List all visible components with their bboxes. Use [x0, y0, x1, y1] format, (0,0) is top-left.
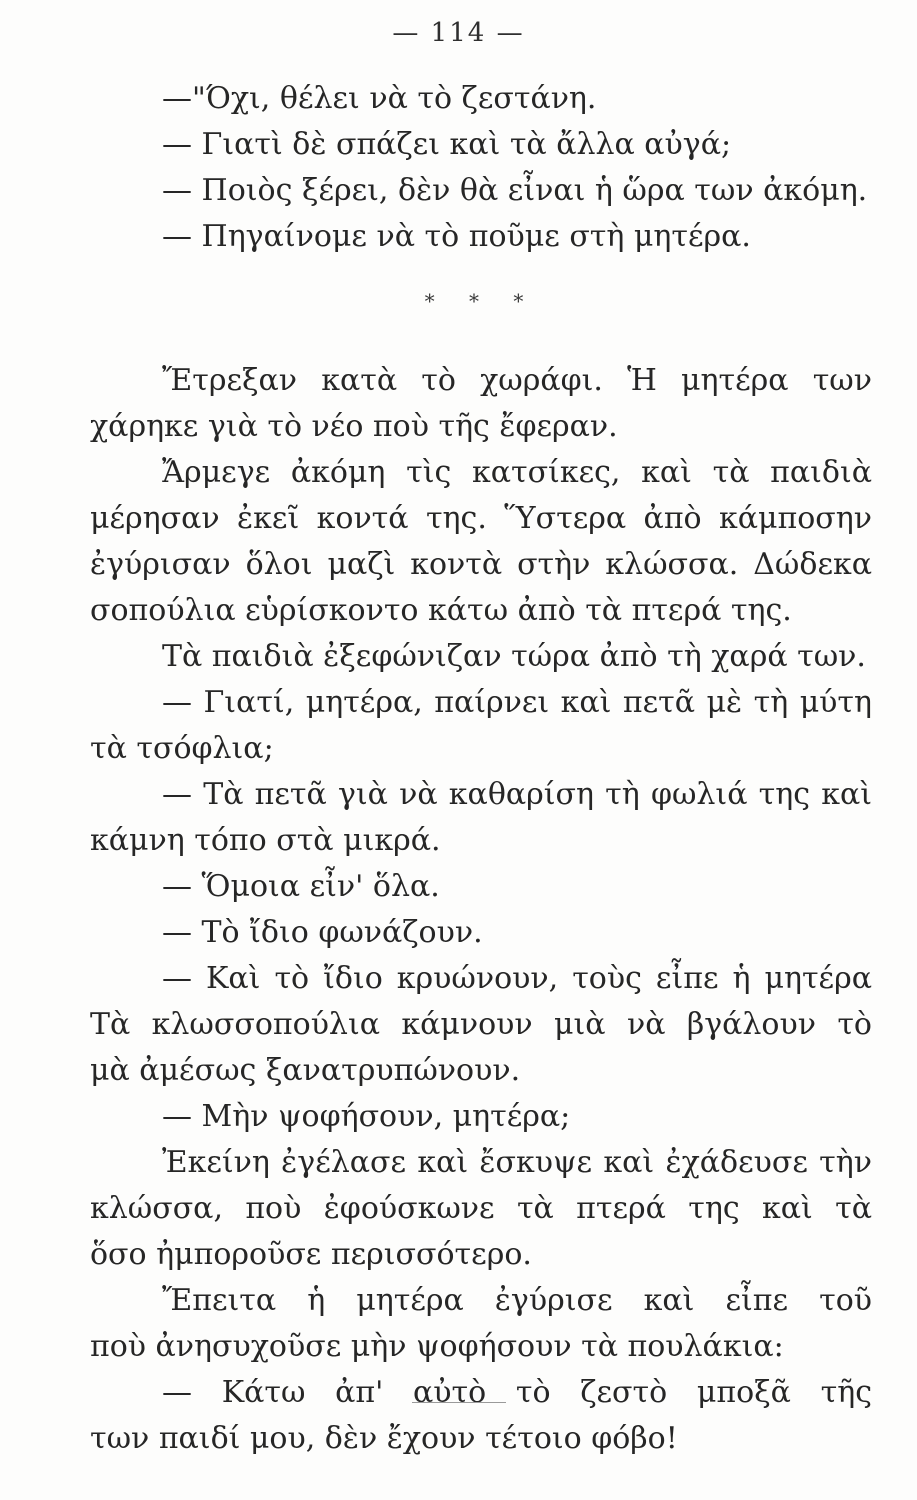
text-line: Ἄρμεγε ἀκόμη τὶς κατσίκες, καὶ τὰ παιδιὰ: [162, 455, 872, 490]
page-text: [90, 76, 872, 1462]
text-line: τὰ τσόφλια;: [90, 731, 274, 766]
end-rule: [412, 1402, 506, 1403]
text-line: μὰ ἀμέσως ξανατρυπώνουν.: [90, 1053, 521, 1088]
spacer: [90, 328, 872, 358]
text-line: Ἐκείνη ἐγέλασε καὶ ἔσκυψε καὶ ἐχάδευσε τὴν: [162, 1145, 872, 1180]
text-line: Τὰ κλωσσοπούλια κάμνουν μιὰ νὰ βγάλουν τὸ: [90, 1007, 872, 1042]
text-line: μέρησαν ἐκεῖ κοντά της. Ὕστερα ἀπὸ κάμποσην: [90, 501, 872, 536]
text-line: — Ποιὸς ξέρει, δὲν θὰ εἶναι ἡ ὥρα των ἀκόμη.: [162, 173, 868, 208]
text-line: Ἔπειτα ἡ μητέρα ἐγύρισε καὶ εἶπε τοῦ: [162, 1283, 872, 1318]
text-line: ὅσο ἠμποροῦσε περισσότερο.: [90, 1237, 532, 1272]
text-line: Ἔτρεξαν κατὰ τὸ χωράφι. Ἡ μητέρα των: [162, 363, 872, 398]
text-line: — Κάτω ἀπ' αὐτὸ τὸ ζεστὸ μποξᾶ τῆς: [162, 1375, 872, 1410]
text-line: των παιδί μου, δὲν ἔχουν τέτοιο φόβο!: [90, 1421, 678, 1456]
text-line: ποὺ ἀνησυχοῦσε μὴν ψοφήσουν τὰ πουλάκια:: [90, 1329, 784, 1364]
text-line: — Γιατί, μητέρα, παίρνει καὶ πετᾶ μὲ τὴ μύτη: [162, 685, 872, 720]
text-line: σοπούλια εὑρίσκοντο κάτω ἀπὸ τὰ πτερά της.: [90, 593, 792, 628]
text-line: — Πηγαίνομε νὰ τὸ ποῦμε στὴ μητέρα.: [162, 219, 751, 254]
section-separator: * * *: [424, 289, 538, 313]
page-number: — 114 —: [392, 18, 525, 48]
text-line: — Γιατὶ δὲ σπάζει καὶ τὰ ἄλλα αὐγά;: [162, 127, 732, 162]
text-line: — Ὅμοια εἶν' ὅλα.: [162, 869, 440, 904]
text-line: —"Όχι, θέλει νὰ τὸ ζεστάνη.: [162, 81, 597, 116]
text-line: — Μὴν ψοφήσουν, μητέρα;: [162, 1099, 571, 1134]
text-line: — Τὸ ἴδιο φωνάζουν.: [162, 915, 483, 950]
text-line: Τὰ παιδιὰ ἐξεφώνιζαν τώρα ἀπὸ τὴ χαρά των.: [162, 639, 866, 674]
text-line: — Τὰ πετᾶ γιὰ νὰ καθαρίση τὴ φωλιά της καὶ: [162, 777, 872, 812]
text-line: — Καὶ τὸ ἴδιο κρυώνουν, τοὺς εἶπε ἡ μητέρα: [162, 961, 872, 996]
text-line: κάμνη τόπο στὰ μικρά.: [90, 823, 441, 858]
text-line: κλώσσα, ποὺ ἐφούσκωνε τὰ πτερά της καὶ τὰ: [90, 1191, 872, 1226]
text-line: ἐγύρισαν ὅλοι μαζὶ κοντὰ στὴν κλώσσα. Δώδεκα: [90, 547, 872, 582]
text-line: χάρηκε γιὰ τὸ νέο ποὺ τῆς ἔφεραν.: [90, 409, 618, 444]
